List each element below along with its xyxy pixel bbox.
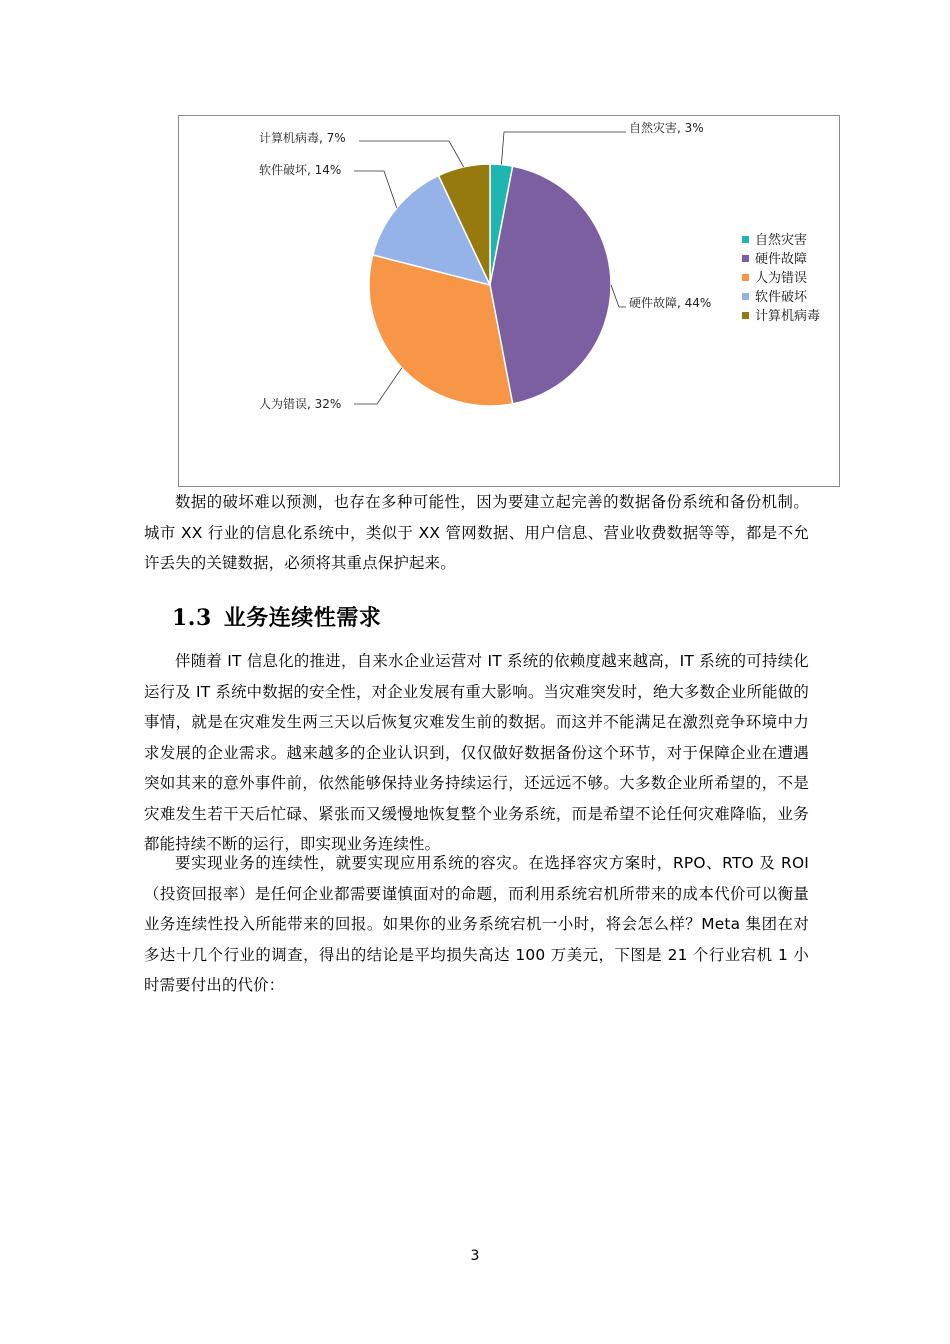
leader-line-2 [354, 368, 402, 404]
legend-swatch-2 [742, 274, 749, 281]
section-title: 业务连续性需求 [223, 606, 382, 631]
page-number: 3 [470, 1248, 480, 1264]
data-label-3: 软件破坏, 14% [259, 163, 342, 177]
pie-chart-svg [179, 116, 841, 488]
leader-line-0 [501, 132, 626, 165]
data-label-4: 计算机病毒, 7% [259, 131, 346, 145]
legend-swatch-0 [742, 236, 749, 243]
paragraph-business-continuity: 伴随着 IT 信息化的推进，自来水企业运营对 IT 系统的依赖度越来越高，IT 系统的可持续化运行及 IT 系统中数据的安全性，对企业发展有重大影响。当灾难突发时，绝大多数企业所能做的事情，就是在灾难发生两三天以后恢复灾难发生前的数据。而这并不能满足在激烈竞争环境中力求发展的企业需求。越来越多的企业认识到，仅仅做好数据备份这个环节，对于保障企业在遭遇突如其来的意外事件前，依然能够保持业务持续运行，还远远不够。大多数企业所希望的，不是灾难发生若干天后忙碌、紧张而又缓慢地恢复整个业务系统，而是希望不论任何灾难降临，业务都能持续不断的运行，即实现业务连续性。 [144, 652, 809, 853]
section-number: 1.3 [172, 605, 212, 631]
leader-line-4 [359, 141, 464, 167]
legend-label-0: 自然灾害 [755, 233, 808, 248]
data-label-0: 自然灾害, 3% [629, 121, 704, 135]
legend-label-3: 软件破坏 [755, 290, 808, 305]
data-label-2: 人为错误, 32% [259, 397, 342, 411]
section-heading [172, 601, 381, 632]
paragraph-intro: 数据的破坏难以预测，也存在多种可能性，因为要建立起完善的数据备份系统和备份机制。城市 XX 行业的信息化系统中，类似于 XX 管网数据、用户信息、营业收费数据等等，都是不允许丢失的关键数据，必须将其重点保护起来。 [144, 493, 809, 572]
paragraph-disaster-recovery: 要实现业务的连续性，就要实现应用系统的容灾。在选择容灾方案时，RPO、RTO 及 ROI（投资回报率）是任何企业都需要谨慎面对的命题，而利用系统宕机所带来的成本代价可以衡量业务连续性投入所能带来的回报。如果你的业务系统宕机一小时，将会怎么样？Meta 集团在对多达十几个行业的调查，得出的结论是平均损失高达 100 万美元，下图是 21 个行业宕机 1 小时需要付出的代价： [144, 854, 810, 994]
pie-chart [178, 115, 840, 487]
legend-label-4: 计算机病毒 [755, 309, 821, 324]
legend-swatch-3 [742, 293, 749, 300]
data-label-1: 硬件故障, 44% [629, 296, 712, 310]
leader-line-3 [354, 171, 397, 208]
leader-line-1 [611, 285, 626, 307]
legend-label-2: 人为错误 [755, 271, 808, 286]
legend-swatch-1 [742, 255, 749, 262]
legend-swatch-4 [742, 312, 749, 319]
legend-label-1: 硬件故障 [755, 252, 808, 267]
pie-slice-1 [490, 166, 611, 404]
